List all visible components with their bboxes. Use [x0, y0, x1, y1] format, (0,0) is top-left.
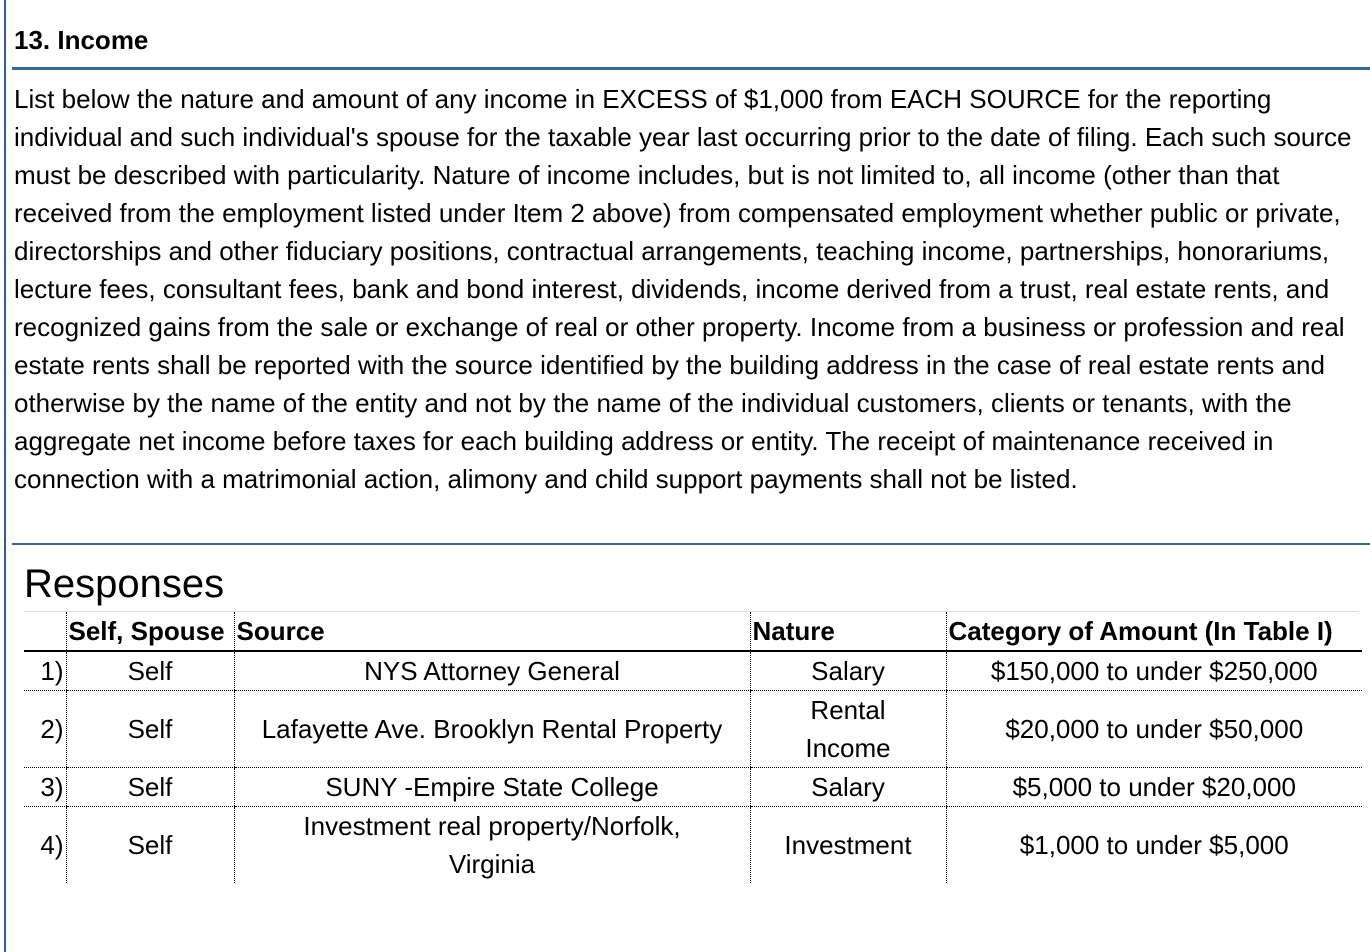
table-row: [24, 768, 1362, 807]
row-category: $20,000 to under $50,000: [946, 691, 1362, 768]
table-row: [24, 651, 1362, 691]
row-self-spouse: Self: [66, 807, 234, 884]
table-row: [24, 807, 1362, 884]
row-self-spouse: Self: [66, 768, 234, 807]
row-nature: Salary: [750, 768, 946, 807]
section-instructions: List below the nature and amount of any income in EXCESS of $1,000 from EACH SOURCE for the reporting individual and such individual's spouse for the taxable year last occurring prior to the date of filing. Each such source must be described with particularity. Nature of income includes, but is not limited to, all income (other than that received from the employment listed under Item 2 above) from compensated employment whether public or private, directorships and other fiduciary positions, contractual arrangements, teaching income, partnerships, honorariums, lecture fees, consultant fees, bank and bond interest, dividends, income derived from a trust, real estate rents, and recognized gains from the sale or exchange of real or other property. Income from a business or profession and real estate rents shall be reported with the source identified by the building address in the case of real estate rents and otherwise by the name of the entity and not by the name of the individual customers, clients or tenants, with the aggregate net income before taxes for each building address or entity. The receipt of maintenance received in connection with a matrimonial action, alimony and child support payments shall not be listed.: [14, 84, 1352, 494]
row-self-spouse: Self: [66, 691, 234, 768]
column-header-source: Source: [234, 612, 750, 651]
row-number: 4): [40, 830, 64, 860]
section-title: 13. Income: [14, 25, 149, 55]
row-nature: Salary: [750, 651, 946, 691]
column-header-category: Category of Amount (In Table I): [946, 612, 1362, 651]
column-header-self-spouse: Self, Spouse: [66, 612, 234, 651]
row-self-spouse: Self: [66, 651, 234, 691]
section-divider-bottom: [12, 543, 1370, 545]
row-nature: Rental Income: [750, 691, 946, 768]
row-category: $150,000 to under $250,000: [946, 651, 1362, 691]
column-header-number: [24, 612, 66, 651]
row-number: 1): [24, 651, 66, 691]
row-source: SUNY -Empire State College: [234, 768, 750, 807]
row-number: 2): [24, 691, 66, 768]
section-divider-top: [12, 67, 1370, 70]
table-row: [24, 691, 1362, 768]
row-source: Investment real property/Norfolk, Virginia: [234, 807, 750, 884]
row-source: NYS Attorney General: [234, 651, 750, 691]
row-category: $5,000 to under $20,000: [946, 768, 1362, 807]
row-source: Lafayette Ave. Brooklyn Rental Property: [234, 691, 750, 768]
row-category: $1,000 to under $5,000: [946, 807, 1362, 884]
column-header-nature: Nature: [750, 612, 946, 651]
responses-table: [24, 612, 1362, 883]
form-section-frame: [4, 0, 1370, 952]
table-header-row: [24, 612, 1362, 651]
responses-heading: Responses: [24, 562, 225, 606]
row-number: 3): [24, 768, 66, 807]
row-nature: Investment: [750, 807, 946, 884]
